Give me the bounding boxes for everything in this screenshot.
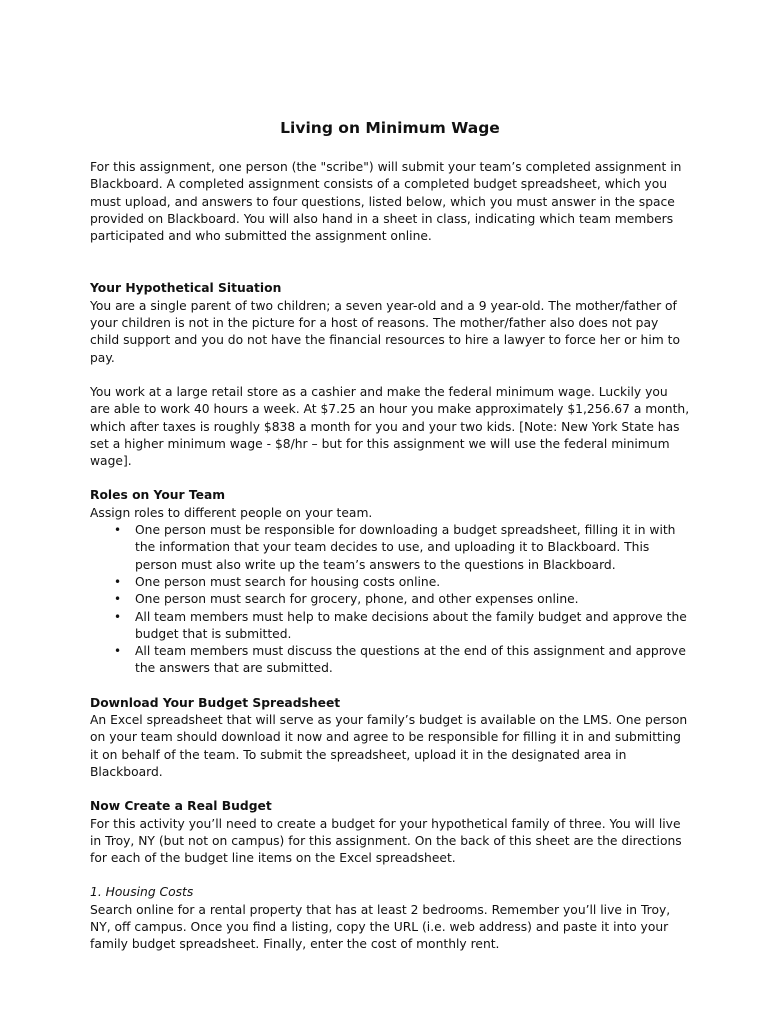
- list-item-text: One person must be responsible for downloading a budget spreadsheet, filling it in with the information that your team decides to use, and uploading it to Blackboard. This person must also write up the team’s answers to the questions in Blackboard.: [135, 523, 676, 572]
- download-paragraph: An Excel spreadsheet that will serve as your family’s budget is available on the LMS. One person on your team should download it now and agree to be responsible for filling it in and submitting it on behalf of the team. To submit the spreadsheet, upload it in the designated area in Blackboard.: [90, 713, 688, 779]
- bullet-icon: •: [114, 592, 122, 607]
- roles-intro: Assign roles to different people on your team.: [90, 505, 373, 520]
- spacer: [90, 867, 690, 884]
- list-item: [90, 574, 690, 591]
- budget-heading: Now Create a Real Budget: [90, 799, 272, 814]
- spacer: [90, 781, 690, 798]
- list-item-text: All team members must help to make decisions about the family budget and approve the budget that is submitted.: [135, 609, 687, 641]
- list-item-text: One person must search for housing costs online.: [135, 574, 441, 589]
- spacer: [90, 367, 690, 384]
- list-item: [90, 591, 690, 608]
- budget-paragraph: For this activity you’ll need to create a budget for your hypothetical family of three. You will live in Troy, NY (but not on campus) for this assignment. On the back of this sheet are the directions for each of the budget line items on the Excel spreadsheet.: [90, 816, 682, 866]
- spacer: [90, 470, 690, 487]
- list-item: [90, 609, 690, 644]
- list-item: [90, 643, 690, 678]
- housing-heading: 1. Housing Costs: [90, 885, 194, 900]
- housing-paragraph: Search online for a rental property that has at least 2 bedrooms. Remember you’ll live in Troy, NY, off campus. Once you find a listing, copy the URL (i.e. web address) and paste it into your family budget spreadsheet. Finally, enter the cost of monthly rent.: [90, 902, 671, 952]
- list-item: [90, 522, 690, 574]
- bullet-icon: •: [114, 574, 122, 589]
- bullet-icon: •: [114, 523, 122, 538]
- spacer: [90, 245, 690, 280]
- download-heading: Download Your Budget Spreadsheet: [90, 695, 341, 710]
- intro-paragraph: For this assignment, one person (the "scribe") will submit your team’s completed assignment in Blackboard. A completed assignment consists of a completed budget spreadsheet, which you must upload, and answers to four questions, listed below, which you must answer in the space provided on Blackboard. You will also hand in a sheet in class, indicating which team members participated and who submitted the assignment online.: [90, 160, 682, 244]
- situation-paragraph-2: You work at a large retail store as a cashier and make the federal minimum wage. Luckily you are able to work 40 hours a week. At $7.25 an hour you make approximately $1,256.67 a month, which after taxes is roughly $838 a month for you and your two kids. [Note: New York State has set a higher minimum wage - $8/hr – but for this assignment we will use the federal minimum wage].: [90, 384, 690, 469]
- roles-list: [90, 522, 690, 678]
- list-item-text: All team members must discuss the questions at the end of this assignment and approve the answers that are submitted.: [135, 644, 686, 676]
- situation-paragraph-1: You are a single parent of two children; a seven year-old and a 9 year-old. The mother/father of your children is not in the picture for a host of reasons. The mother/father also does not pay child support and you do not have the financial resources to hire a lawyer to force her or him to pay.: [90, 298, 680, 365]
- spacer: [90, 678, 690, 695]
- roles-heading: Roles on Your Team: [90, 488, 226, 503]
- document-title: Living on Minimum Wage: [280, 119, 500, 137]
- document-body: [90, 118, 690, 954]
- situation-heading: Your Hypothetical Situation: [90, 281, 282, 296]
- bullet-icon: •: [114, 644, 122, 659]
- list-item-text: One person must search for grocery, phone, and other expenses online.: [135, 592, 579, 607]
- bullet-icon: •: [114, 609, 122, 624]
